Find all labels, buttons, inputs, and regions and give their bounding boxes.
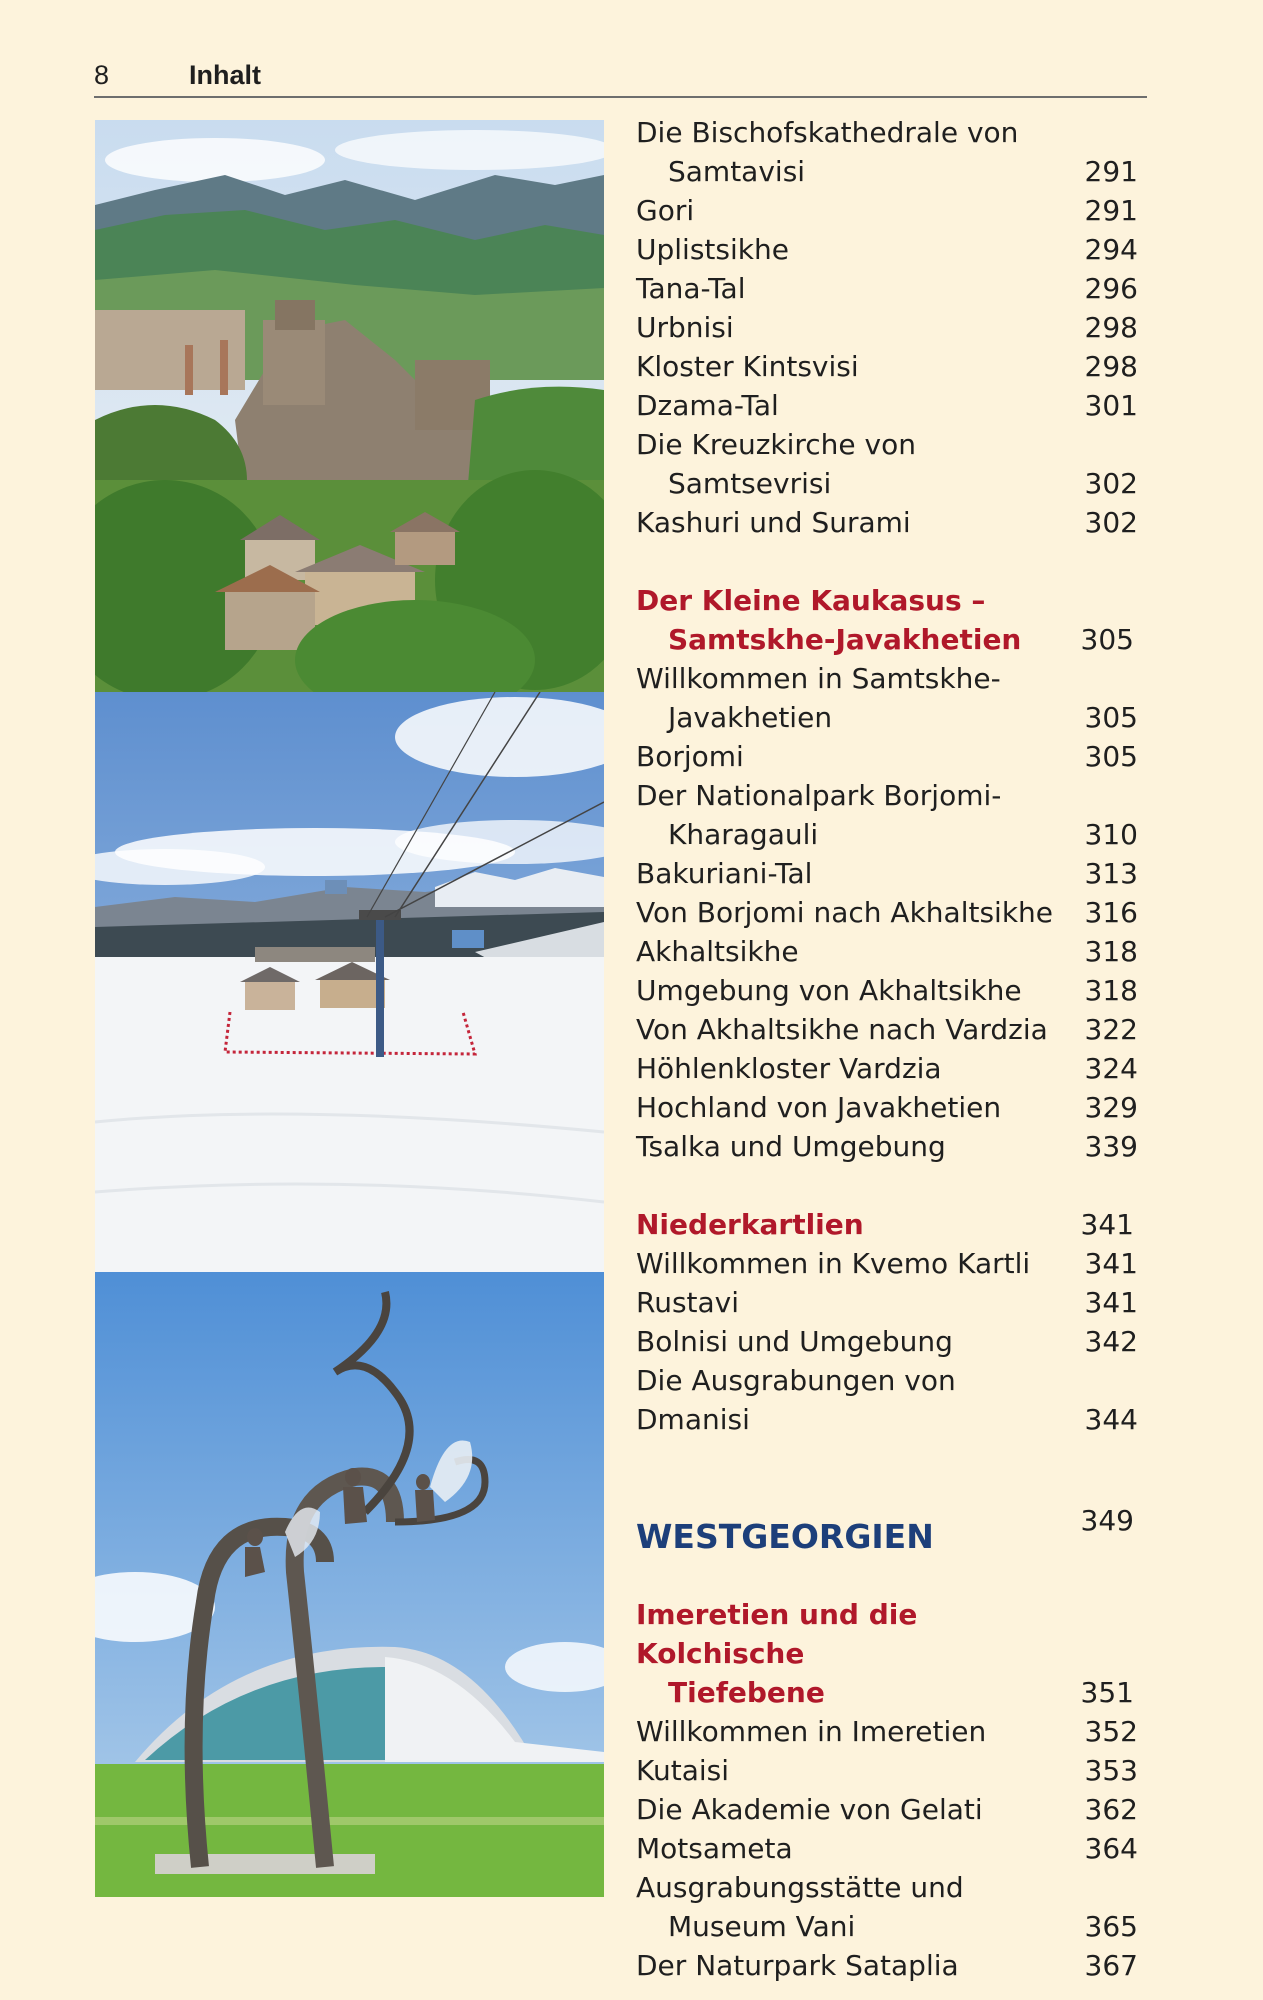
toc-entry-title: Dzama-Tal [636, 389, 779, 422]
toc-page-number: 367 [1084, 1949, 1138, 1982]
toc-page-number: 302 [1084, 467, 1138, 500]
toc-page-number: 342 [1084, 1325, 1138, 1358]
toc-entry[interactable] [636, 1712, 1142, 1751]
toc-spacer [636, 1166, 1142, 1205]
toc-page-number: 352 [1084, 1715, 1138, 1748]
toc-entry-title: Willkommen in Kvemo Kartli [636, 1247, 1031, 1280]
toc-entry-title: Bakuriani-Tal [636, 857, 813, 890]
toc-chapter-heading[interactable] [636, 581, 1142, 659]
toc-page-number: 298 [1084, 311, 1138, 344]
toc-page-number: 305 [1084, 701, 1138, 734]
toc-entry[interactable] [636, 659, 1142, 737]
toc-page-number: 344 [1084, 1403, 1138, 1436]
section-title: Inhalt [189, 60, 261, 90]
toc-entry[interactable] [636, 503, 1142, 542]
toc-entry-title: Die Ausgrabungen von Dmanisi [636, 1364, 956, 1436]
toc-page-number: 318 [1084, 935, 1138, 968]
toc-entry-title: Kloster Kintsvisi [636, 350, 859, 383]
toc-page-number: 341 [1080, 1208, 1134, 1241]
toc-entry[interactable] [636, 1868, 1142, 1946]
toc-page-number: 305 [1080, 623, 1134, 656]
toc-entry[interactable] [636, 1829, 1142, 1868]
toc-entry-title: Von Borjomi nach Akhaltsikhe [636, 896, 1054, 929]
toc-spacer [636, 1556, 1142, 1595]
toc-entry[interactable] [636, 1751, 1142, 1790]
toc-entry[interactable] [636, 269, 1142, 308]
toc-page-number: 291 [1084, 194, 1138, 227]
toc-entry-title: Kashuri und Surami [636, 506, 911, 539]
toc-entry[interactable] [636, 737, 1142, 776]
toc-page-number: 318 [1084, 974, 1138, 1007]
toc-entry[interactable] [636, 893, 1142, 932]
toc-entry[interactable] [636, 1283, 1142, 1322]
toc-page-number: 365 [1084, 1910, 1138, 1943]
toc-entry[interactable] [636, 113, 1142, 191]
toc-spacer [636, 542, 1142, 581]
toc-page-number: 301 [1084, 389, 1138, 422]
toc-entry-title: Urbnisi [636, 311, 734, 344]
toc-entry-title: Die Akademie von Gelati [636, 1793, 983, 1826]
toc-page-number: 316 [1084, 896, 1138, 929]
toc-entry[interactable] [636, 1361, 1142, 1439]
toc-entry-title: Der Kleine Kaukasus – [636, 584, 986, 617]
toc-page-number: 329 [1084, 1091, 1138, 1124]
toc-entry-title: Niederkartlien [636, 1208, 864, 1241]
toc-entry-title: Die Kreuzkirche von [636, 428, 916, 461]
toc-page-number: 296 [1084, 272, 1138, 305]
toc-entry-title: Kharagauli [668, 818, 819, 851]
toc-page-number: 362 [1084, 1793, 1138, 1826]
toc-entry-title: WESTGEORGIEN [636, 1517, 934, 1556]
toc-entry-title: Tana-Tal [636, 272, 746, 305]
toc-page-number: 305 [1084, 740, 1138, 773]
table-of-contents [636, 113, 1142, 1985]
toc-entry[interactable] [636, 1322, 1142, 1361]
toc-entry[interactable] [636, 1127, 1142, 1166]
toc-entry-title: Samtskhe-Javakhetien [668, 623, 1022, 656]
toc-entry-title: Von Akhaltsikhe nach Vardzia [636, 1013, 1048, 1046]
toc-page-number: 291 [1084, 155, 1138, 188]
toc-entry-title: Borjomi [636, 740, 744, 773]
toc-page-number: 351 [1080, 1676, 1134, 1709]
toc-entry[interactable] [636, 776, 1142, 854]
toc-page-number: 322 [1084, 1013, 1138, 1046]
fortress-photo [95, 120, 604, 692]
toc-page-number: 341 [1084, 1286, 1138, 1319]
toc-entry-title: Der Naturpark Sataplia [636, 1949, 959, 1982]
toc-entry-title: Motsameta [636, 1832, 793, 1865]
toc-entry[interactable] [636, 1088, 1142, 1127]
toc-entry-title: Die Bischofskathedrale von [636, 116, 1019, 149]
toc-entry-title: Museum Vani [668, 1910, 856, 1943]
toc-entry[interactable] [636, 230, 1142, 269]
toc-entry-title: Der Nationalpark Borjomi- [636, 779, 1002, 812]
toc-chapter-heading[interactable] [636, 1595, 1142, 1712]
toc-page-number: 298 [1084, 350, 1138, 383]
toc-spacer [636, 1439, 1142, 1517]
toc-page-number: 294 [1084, 233, 1138, 266]
toc-entry[interactable] [636, 932, 1142, 971]
toc-entry-title: Gori [636, 194, 695, 227]
toc-page-number: 341 [1084, 1247, 1138, 1280]
toc-entry-title: Rustavi [636, 1286, 740, 1319]
toc-page-number: 339 [1084, 1130, 1138, 1163]
page-header [94, 56, 1147, 98]
toc-entry-title: Umgebung von Akhaltsikhe [636, 974, 1022, 1007]
toc-entry[interactable] [636, 1244, 1142, 1283]
toc-entry-title: Ausgrabungsstätte und [636, 1871, 964, 1904]
toc-chapter-heading[interactable] [636, 1205, 1142, 1244]
toc-page-number: 324 [1084, 1052, 1138, 1085]
toc-entry-title: Imeretien und die Kolchische [636, 1598, 918, 1670]
toc-entry[interactable] [636, 386, 1142, 425]
toc-entry[interactable] [636, 1049, 1142, 1088]
toc-entry-title: Willkommen in Imeretien [636, 1715, 987, 1748]
toc-page-number: 313 [1084, 857, 1138, 890]
toc-entry-title: Bolnisi und Umgebung [636, 1325, 953, 1358]
toc-entry[interactable] [636, 1946, 1142, 1985]
toc-entry-title: Uplistsikhe [636, 233, 789, 266]
toc-entry-title: Samtsevrisi [668, 467, 832, 500]
toc-entry[interactable] [636, 308, 1142, 347]
toc-entry-title: Tiefebene [668, 1676, 825, 1709]
toc-page-number: 302 [1084, 506, 1138, 539]
toc-entry[interactable] [636, 347, 1142, 386]
toc-entry-title: Willkommen in Samtskhe- [636, 662, 1001, 695]
sculpture-photo [95, 1272, 604, 1897]
toc-entry-title: Samtavisi [668, 155, 806, 188]
toc-entry[interactable] [636, 1010, 1142, 1049]
ski-slope-photo [95, 692, 604, 1272]
toc-entry-title: Höhlenkloster Vardzia [636, 1052, 942, 1085]
toc-entry[interactable] [636, 1790, 1142, 1829]
toc-entry[interactable] [636, 854, 1142, 893]
toc-page-number: 310 [1084, 818, 1138, 851]
toc-entry-title: Akhaltsikhe [636, 935, 799, 968]
toc-entry[interactable] [636, 191, 1142, 230]
toc-page-number: 353 [1084, 1754, 1138, 1787]
toc-entry-title: Javakhetien [668, 701, 833, 734]
toc-entry-title: Hochland von Javakhetien [636, 1091, 1002, 1124]
toc-page-number: 349 [1080, 1504, 1134, 1537]
toc-page-number: 364 [1084, 1832, 1138, 1865]
toc-entry[interactable] [636, 971, 1142, 1010]
toc-entry-title: Tsalka und Umgebung [636, 1130, 946, 1163]
page-number: 8 [94, 60, 110, 90]
toc-entry[interactable] [636, 425, 1142, 503]
toc-entry-title: Kutaisi [636, 1754, 729, 1787]
toc-part-heading[interactable] [636, 1504, 1142, 1556]
